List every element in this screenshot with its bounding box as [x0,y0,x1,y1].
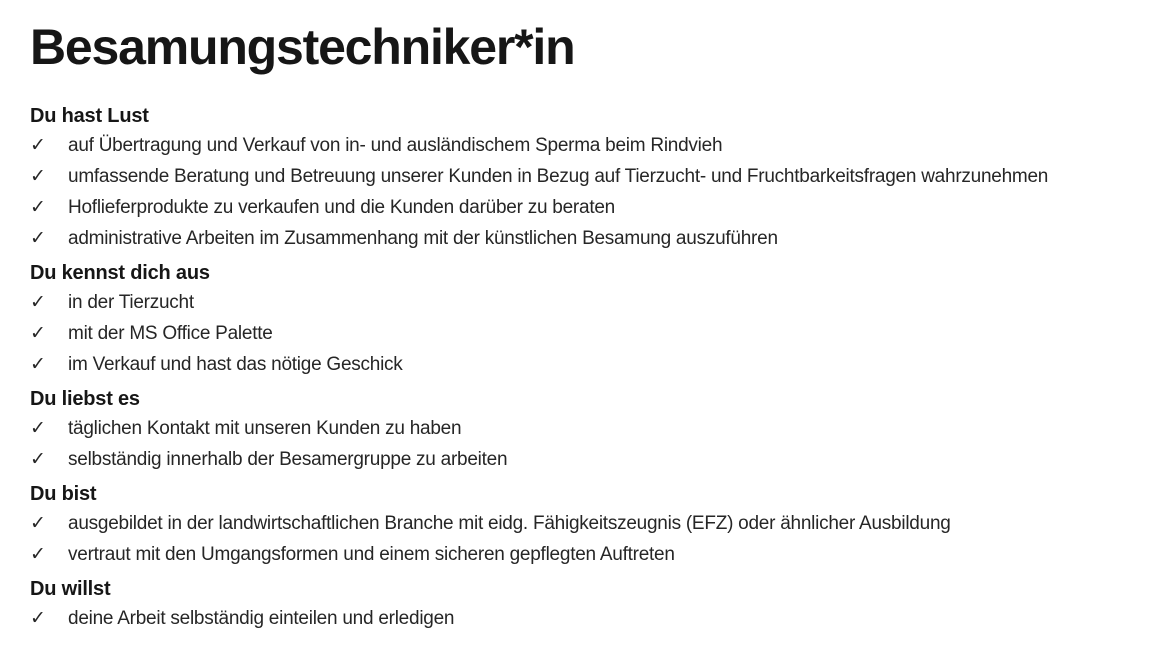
check-icon: ✓ [30,291,46,313]
check-icon: ✓ [30,417,46,439]
job-posting [30,14,1165,634]
list-item [30,318,1165,349]
list-item [30,444,1165,475]
list-item [30,603,1165,634]
list-item-text: im Verkauf und hast das nötige Geschick [68,354,403,375]
bullet-list [30,508,1165,570]
list-item [30,539,1165,570]
bullet-list [30,287,1165,380]
page-title: Besamungstechniker*in [30,19,575,75]
list-item-text: täglichen Kontakt mit unseren Kunden zu haben [68,418,462,439]
section-du-kennst-dich-aus [30,260,1165,380]
list-item [30,223,1165,254]
list-item-text: in der Tierzucht [68,292,194,313]
check-icon: ✓ [30,353,46,375]
list-item [30,413,1165,444]
bullet-list [30,603,1165,634]
section-du-hast-lust [30,103,1165,254]
section-du-liebst-es [30,386,1165,475]
list-item-text: deine Arbeit selbständig einteilen und erledigen [68,608,455,629]
check-icon: ✓ [30,134,46,156]
check-icon: ✓ [30,543,46,565]
bullet-list [30,130,1165,254]
check-icon: ✓ [30,512,46,534]
list-item-text: Hoflieferprodukte zu verkaufen und die Kunden darüber zu beraten [68,197,615,218]
check-icon: ✓ [30,196,46,218]
list-item-text: mit der MS Office Palette [68,323,273,344]
check-icon: ✓ [30,448,46,470]
list-item [30,130,1165,161]
check-icon: ✓ [30,322,46,344]
list-item-text: administrative Arbeiten im Zusammenhang mit der künstlichen Besamung auszuführen [68,228,778,249]
list-item-text: ausgebildet in der landwirtschaftlichen Branche mit eidg. Fähigkeitszeugnis (EFZ) oder ähnlicher Ausbildung [68,513,951,534]
list-item [30,161,1165,192]
section-heading: Du kennst dich aus [30,262,210,284]
check-icon: ✓ [30,607,46,629]
section-heading: Du hast Lust [30,105,149,127]
list-item [30,508,1165,539]
list-item [30,287,1165,318]
list-item-text: auf Übertragung und Verkauf von in- und ausländischem Sperma beim Rindvieh [68,135,723,156]
section-heading: Du bist [30,483,97,505]
list-item-text: selbständig innerhalb der Besamergruppe zu arbeiten [68,449,508,470]
requirements-sections [30,103,1165,634]
section-heading: Du liebst es [30,388,140,410]
list-item [30,349,1165,380]
list-item [30,192,1165,223]
list-item-text: umfassende Beratung und Betreuung unserer Kunden in Bezug auf Tierzucht- und Fruchtbarkeitsfragen wahrzunehmen [68,166,1049,187]
section-heading: Du willst [30,578,111,600]
section-du-willst [30,576,1165,634]
bullet-list [30,413,1165,475]
section-du-bist [30,481,1165,570]
check-icon: ✓ [30,165,46,187]
check-icon: ✓ [30,227,46,249]
list-item-text: vertraut mit den Umgangsformen und einem sicheren gepflegten Auftreten [68,544,675,565]
